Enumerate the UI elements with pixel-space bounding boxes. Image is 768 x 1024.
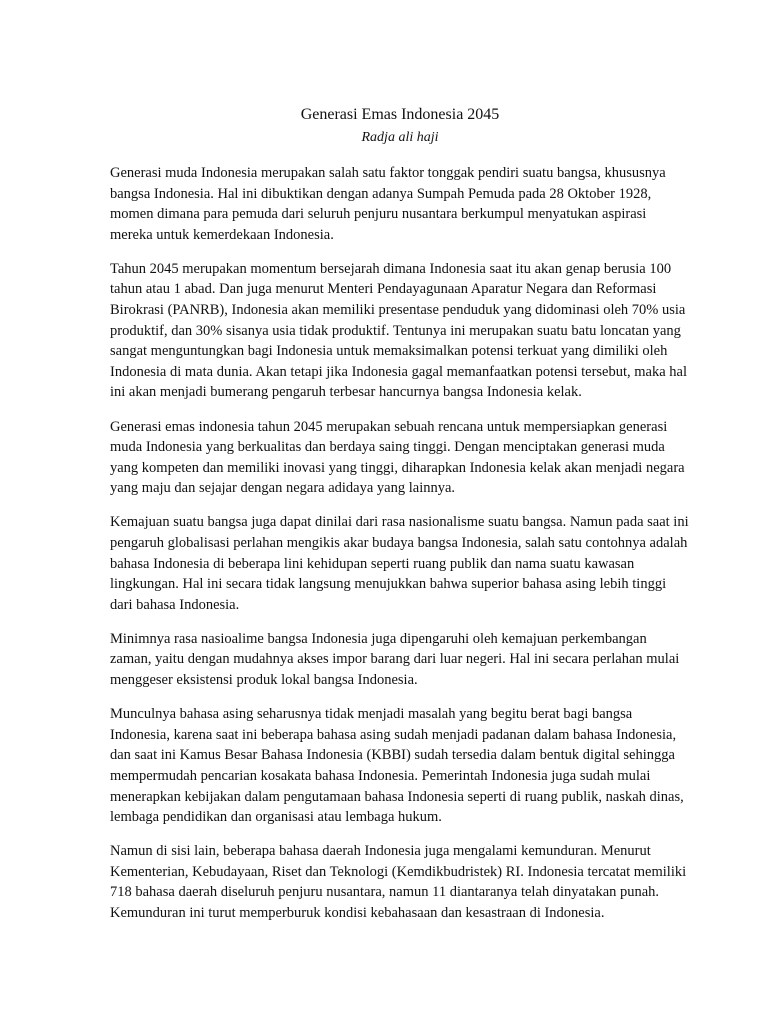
paragraph-3: Generasi emas indonesia tahun 2045 merupakan sebuah rencana untuk mempersiapkan generasi muda Indonesia yang berkualitas dan berdaya saing tinggi. Dengan menciptakan generasi muda yang kompeten dan memiliki inovasi yang tinggi, diharapkan Indonesia kelak akan menjadi negara yang maju dan sejajar dengan negara adidaya yang lainnya. <box>110 418 685 497</box>
document-content <box>110 104 690 937</box>
document-title: Generasi Emas Indonesia 2045 <box>300 106 500 123</box>
paragraph-1: Generasi muda Indonesia merupakan salah satu faktor tonggak pendiri suatu bangsa, khususnya bangsa Indonesia. Hal ini dibuktikan dengan adanya Sumpah Pemuda pada 28 Oktober 1928, momen dimana para pemuda dari seluruh penjuru nusantara berkumpul menyatukan aspirasi mereka untuk kemerdekaan Indonesia. <box>110 165 666 243</box>
document-author: Radja ali haji <box>361 130 439 145</box>
paragraph-2: Tahun 2045 merupakan momentum bersejarah dimana Indonesia saat itu akan genap berusia 100 tahun atau 1 abad. Dan juga menurut Menteri Pendayagunaan Aparatur Negara dan Reformasi Birokrasi (PANRB), Indonesia akan memiliki presentase penduduk yang didominasi oleh 70% usia produktif, dan 30% sisanya usia tidak produktif. Tentunya ini merupakan suatu batu loncatan yang sangat menguntungkan bagi Indonesia untuk memaksimalkan potensi terkuat yang dimiliki oleh Indonesia di mata dunia. Akan tetapi jika Indonesia gagal memanfaatkan potensi tersebut, maka hal ini akan menjadi bumerang pengaruh terbesar hancurnya bangsa Indonesia kelak. <box>110 260 687 401</box>
paragraph-7: Namun di sisi lain, beberapa bahasa daerah Indonesia juga mengalami kemunduran. Menurut Kementerian, Kebudayaan, Riset dan Teknologi (Kemdikbudristek) RI. Indonesia tercatat memiliki 718 bahasa daerah diseluruh penjuru nusantara, namun 11 diantaranya telah dinyatakan punah. Kemunduran ini turut memperburuk kondisi kebahasaan dan kesastraan di Indonesia. <box>110 843 687 921</box>
paragraph-4: Kemajuan suatu bangsa juga dapat dinilai dari rasa nasionalisme suatu bangsa. Namun pada saat ini pengaruh globalisasi perlahan mengikis akar budaya bangsa Indonesia, salah satu contohnya adalah bahasa Indonesia di beberapa lini kehidupan seperti ruang publik dan nama suatu kawasan lingkungan. Hal ini secara tidak langsung menujukkan bahwa superior bahasa asing lebih tinggi dari bahasa Indonesia. <box>110 514 689 613</box>
document-body <box>110 163 690 924</box>
paragraph-5: Minimnya rasa nasioalime bangsa Indonesia juga dipengaruhi oleh kemajuan perkembangan zaman, yaitu dengan mudahnya akses impor barang dari luar negeri. Hal ini secara perlahan mulai menggeser eksistensi produk lokal bangsa Indonesia. <box>110 630 680 689</box>
paragraph-6: Munculnya bahasa asing seharusnya tidak menjadi masalah yang begitu berat bagi bangsa Indonesia, karena saat ini beberapa bahasa asing sudah menjadi padanan dalam bahasa Indonesia, dan saat ini Kamus Besar Bahasa Indonesia (KBBI) sudah tersedia dalam bentuk digital sehingga mempermudah pencarian kosakata bahasa Indonesia. Pemerintah Indonesia juga sudah mulai menerapkan kebijakan dalam pengutamaan bahasa Indonesia seperti di ruang publik, naskah dinas, lembaga pendidikan dan organisasi atau lembaga hukum. <box>110 706 684 826</box>
